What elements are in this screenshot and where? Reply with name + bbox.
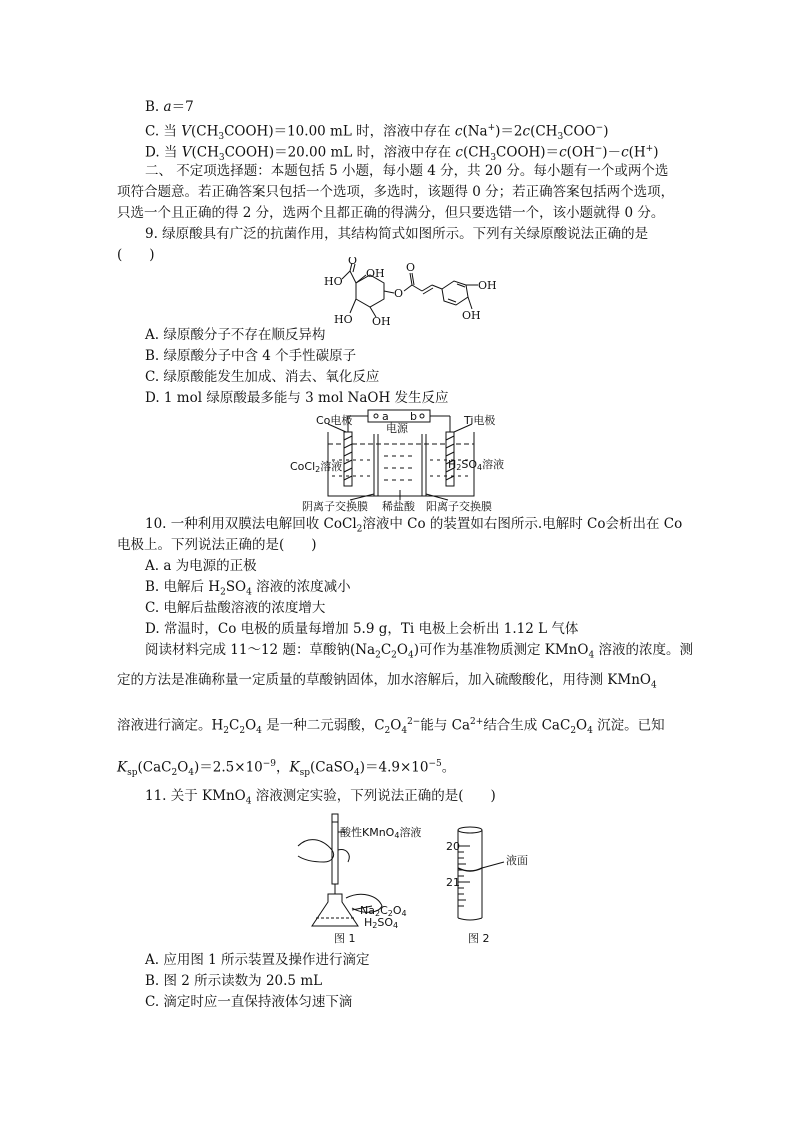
ti-electrode-label: Ti电极: [464, 414, 496, 427]
structure-label-ho2: HO: [334, 313, 353, 326]
reading-line1: 阅读材料完成 11～12 题：草酸钠$(Na_2C_2O_4)$可作为基准物质测定 KMnO$_4$ 溶液的浓度。测: [145, 642, 693, 661]
q9-option-b: B. 绿原酸分子中含 4 个手性碳原子: [145, 348, 357, 364]
q10-option-b: B. 电解后 $H_2SO_4$ 溶液的浓度减小: [145, 579, 351, 598]
structure-label-o1: O: [348, 257, 358, 267]
h2so4-flask-label: H2SO4: [364, 916, 399, 930]
reading-line3: 溶液进行滴定。$H_2C_2O_4$ 是一种二元弱酸，$C_2O_4^{2-}$能与 $Ca^{2+}$结合生成 $CaC_2O_4$ 沉淀。已知: [117, 717, 665, 737]
structure-label-ho1: HO: [324, 275, 343, 288]
chlorogenic-acid-structure: [318, 257, 508, 329]
reading-line2: 定的方法是准确称量一定质量的草酸钠固体，加水溶解后，加入硫酸酸化，用待测 KMnO$_4$: [117, 672, 657, 691]
structure-label-oh1: OH: [366, 267, 385, 280]
electrolysis-apparatus-figure: [288, 404, 518, 514]
na2c2o4-label: Na2C2O4: [360, 904, 407, 918]
q9-option-c: C. 绿原酸能发生加成、消去、氧化反应: [145, 369, 380, 385]
power-supply-label: 电源: [386, 422, 408, 435]
q9-option-d: D. 1 mol 绿原酸最多能与 3 mol NaOH 发生反应: [145, 390, 449, 406]
cation-membrane-label: 阳离子交换膜: [426, 500, 492, 513]
section2-line3: 只选一个且正确的得 2 分，选两个且都正确的得满分，但只要选错一个，该小题就得 0 分。: [117, 205, 665, 221]
structure-label-oh4: OH: [462, 309, 481, 322]
q9-stem-line1: 9. 绿原酸具有广泛的抗菌作用，其结构简式如图所示。下列有关绿原酸说法正确的是: [145, 226, 649, 242]
structure-label-oh2: OH: [372, 315, 391, 328]
dilute-hcl-label: 稀盐酸: [382, 500, 415, 513]
tick-20-label: 20: [446, 840, 460, 853]
q8-option-d: D. 当 $V(CH_3COOH)=20.00$ mL 时，溶液中存在 $c(CH_3COOH)=c(OH^-)-c(H^+)$: [145, 144, 659, 164]
structure-label-o3: O: [406, 261, 416, 274]
q8-option-b: B. a＝7: [145, 99, 194, 115]
q11-option-b: B. 图 2 所示读数为 20.5 mL: [145, 973, 323, 989]
q8-option-c: C. 当 $V(CH_3COOH)=10.00$ mL 时，溶液中存在 $c(Na^+)=2c(CH_3COO^-)$: [145, 123, 609, 143]
tick-21-label: 21: [446, 876, 460, 889]
structure-label-oh3: OH: [478, 279, 497, 292]
q11-option-c: C. 滴定时应一直保持液体匀速下滴: [145, 994, 353, 1010]
structure-label-o2: O: [394, 287, 404, 300]
q11-option-a: A. 应用图 1 所示装置及操作进行滴定: [145, 952, 370, 968]
terminal-a-label: a: [382, 410, 389, 423]
q10-option-d: D. 常温时，Co 电极的质量每增加 5.9 g，Ti 电极上会析出 1.12 L 气体: [145, 621, 579, 637]
anion-membrane-label: 阴离子交换膜: [302, 500, 368, 513]
burette-reading-figure-2: [446, 818, 556, 946]
q10-stem-line2: 电极上。下列说法正确的是( ): [117, 537, 317, 553]
section2-line1: 二、 不定项选择题：本题包括 5 小题，每小题 4 分，共 20 分。每小题有一个或两个选: [145, 163, 669, 179]
acid-kmno4-label: 酸性KMnO4溶液: [340, 826, 422, 840]
q10-option-a: A. a 为电源的正极: [145, 558, 257, 574]
fig1-caption: 图 1: [334, 932, 356, 945]
q10-stem-line1: 10. 一种利用双膜法电解回收 CoCl$_2$溶液中 Co 的装置如右图所示.电解时 Co会析出在 Co: [145, 516, 683, 535]
section2-line2: 项符合题意。若正确答案只包括一个选项，多选时，该题得 0 分；若正确答案包括两个选项，: [117, 184, 675, 200]
liquid-surface-label: 液面: [506, 854, 528, 867]
fig2-caption: 图 2: [468, 932, 490, 945]
co-electrode-label: Co电极: [316, 414, 353, 427]
h2so4-solution-label: H2SO4溶液: [448, 458, 505, 472]
q9-stem-line2: ( ): [117, 247, 155, 263]
terminal-b-label: b: [410, 410, 417, 423]
q9-option-a: A. 绿原酸分子不存在顺反异构: [145, 327, 326, 343]
titration-figure-1: [292, 810, 442, 946]
reading-line4: $K_{sp}(CaC_2O_4)=2.5\times 10^{-9}$，$K_{sp}(CaSO_4)=4.9\times 10^{-5}$。: [117, 759, 456, 779]
q11-stem: 11. 关于 KMnO$_4$ 溶液测定实验，下列说法正确的是( ): [145, 788, 496, 807]
q10-option-c: C. 电解后盐酸溶液的浓度增大: [145, 600, 326, 616]
cocl2-solution-label: CoCl2溶液: [290, 460, 343, 474]
